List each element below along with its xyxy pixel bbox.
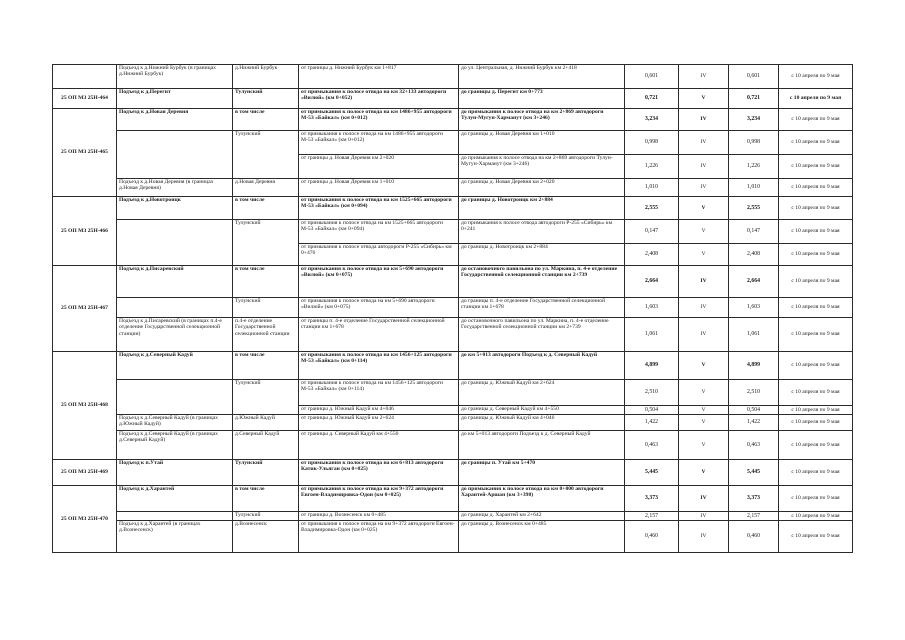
length-cell: 1,010 xyxy=(625,179,679,197)
length-cell: 1,603 xyxy=(625,298,679,318)
length-cell: 5,445 xyxy=(625,460,679,486)
length-cell: 2,510 xyxy=(625,380,679,406)
road-name-cell: Подъезд к д.Новотроицк xyxy=(117,197,233,220)
district-cell: Тулунский xyxy=(233,131,299,179)
table-row xyxy=(53,380,853,406)
restricted-length-cell: 1,226 xyxy=(729,155,779,179)
start-point-cell: от границы д. Северный Кадуй км 4+550 xyxy=(299,431,459,460)
district-cell: д.Вознесенск xyxy=(233,521,299,553)
period-cell: с 10 апреля по 9 мая xyxy=(779,131,853,155)
start-point-cell: от границы д. Вознесенск км 0+485 xyxy=(299,512,459,521)
start-point-cell: от границы д. Новая Деревня км 2+020 xyxy=(299,155,459,179)
district-cell: д.Северный Кадуй xyxy=(233,431,299,460)
period-cell: с 10 апреля по 9 мая xyxy=(779,89,853,109)
end-point-cell: до границы п. Утай км 5+470 xyxy=(459,460,625,486)
start-point-cell: от границы д. Нижний Бурбук км 1+817 xyxy=(299,65,459,89)
restricted-length-cell: 4,899 xyxy=(729,352,779,380)
table-row xyxy=(53,89,853,109)
road-name-cell: Подъезд к д.Северный Кадуй (в границах д.Южный Кадуй) xyxy=(117,415,233,431)
period-cell: с 10 апреля по 9 мая xyxy=(779,220,853,244)
period-cell: с 10 апреля по 9 мая xyxy=(779,521,853,553)
district-cell: в том числе xyxy=(233,197,299,220)
start-point-cell: от примыкания к полосе отвода на км 1486+955 автодороги М-53 «Байкал» (км 0+012) xyxy=(299,109,459,131)
category-cell: V xyxy=(679,89,729,109)
period-cell: с 10 апреля по 9 мая xyxy=(779,318,853,352)
end-point-cell: до примыкания к полосе отвода на км 0+000 автодороги Харантей-Аршан (км 3+398) xyxy=(459,486,625,512)
road-name-cell: Подъезд к д.Нижний Бурбук (в границах д.Нижний Бурбук) xyxy=(117,65,233,89)
category-cell: V xyxy=(679,431,729,460)
start-point-cell: от границы п. 4-е отделение Государственной селекционной станции км 1+678 xyxy=(299,318,459,352)
length-cell: 0,147 xyxy=(625,220,679,244)
table-row xyxy=(53,197,853,220)
road-name-cell xyxy=(117,220,233,266)
district-cell: Тулунский xyxy=(233,220,299,266)
start-point-cell: от примыкания к полосе отвода на км 9+372 автодороги Евгоен-Владимировка-Одон (км 0+025) xyxy=(299,486,459,512)
end-point-cell: до примыкания к полосе отвода на км 2+869 автодороги Тулун-Мугун-Харманут (км 3+246) xyxy=(459,155,625,179)
table-row xyxy=(53,179,853,197)
end-point-cell: до остановочного павильона по ул. Маркина, п. 4-е отделение Государственной селекционной станции км 2+739 xyxy=(459,318,625,352)
restricted-length-cell: 2,157 xyxy=(729,512,779,521)
period-cell: с 10 апреля по 9 мая xyxy=(779,266,853,298)
table-row xyxy=(53,298,853,318)
district-cell: в том числе xyxy=(233,486,299,512)
road-name-cell: Подъезд к д.Новая Деревня xyxy=(117,109,233,131)
length-cell: 1,422 xyxy=(625,415,679,431)
end-point-cell: до границы д. Южный Кадуй км 2+624 xyxy=(459,380,625,406)
period-cell: с 10 апреля по 9 мая xyxy=(779,244,853,266)
district-cell: Тулунский xyxy=(233,512,299,521)
period-cell: с 10 апреля по 9 мая xyxy=(779,298,853,318)
district-cell: в том числе xyxy=(233,352,299,380)
end-point-cell: до границы д. Харантей км 2+642 xyxy=(459,512,625,521)
restricted-length-cell: 0,721 xyxy=(729,89,779,109)
restricted-length-cell: 0,601 xyxy=(729,65,779,89)
road-name-cell: Подъезд к д.Харантей (в границах д.Вознесенск) xyxy=(117,521,233,553)
start-point-cell: от границы д. Новая Деревня км 1+010 xyxy=(299,179,459,197)
period-cell: с 10 апреля по 9 мая xyxy=(779,197,853,220)
restricted-length-cell: 0,504 xyxy=(729,406,779,415)
end-point-cell: до границы д. Вознесенск км 0+485 xyxy=(459,521,625,553)
period-cell: с 10 апреля по 9 мая xyxy=(779,486,853,512)
district-cell: Тулунский xyxy=(233,380,299,415)
restricted-length-cell: 1,061 xyxy=(729,318,779,352)
road-code-cell: 25 ОП МЗ 25Н-468 xyxy=(53,352,117,460)
start-point-cell: от примыкания к полосе отвода на км 6+813 автодороги Катик-Ульяган (км 0+025) xyxy=(299,460,459,486)
restricted-length-cell: 1,603 xyxy=(729,298,779,318)
end-point-cell: до км 5+013 автодороги Подъезд к д. Северный Кадуй xyxy=(459,352,625,380)
end-point-cell: до остановочного павильона по ул. Маркина, п. 4-е отделение Государственной селекционной станции км 2+739 xyxy=(459,266,625,298)
start-point-cell: от границы д. Южный Кадуй км 2+624 xyxy=(299,415,459,431)
table-row xyxy=(53,318,853,352)
category-cell: V xyxy=(679,220,729,244)
start-point-cell: от примыкания к полосе отвода на км 5+690 автодороги «Вилюй» (км 0+075) xyxy=(299,266,459,298)
document-page xyxy=(52,64,852,553)
category-cell: IV xyxy=(679,179,729,197)
table-row xyxy=(53,431,853,460)
length-cell: 1,061 xyxy=(625,318,679,352)
road-code-cell: 25 ОП МЗ 25Н-466 xyxy=(53,197,117,266)
period-cell: с 10 апреля по 9 мая xyxy=(779,415,853,431)
period-cell: с 10 апреля по 9 мая xyxy=(779,460,853,486)
restricted-length-cell: 3,373 xyxy=(729,486,779,512)
category-cell: V xyxy=(679,197,729,220)
end-point-cell: до границы д. Северный Кадуй км 4+550 xyxy=(459,406,625,415)
road-code-cell: 25 ОП МЗ 25Н-469 xyxy=(53,460,117,486)
restricted-length-cell: 5,445 xyxy=(729,460,779,486)
end-point-cell: до км 5+013 автодороги Подъезд к д. Северный Кадуй xyxy=(459,431,625,460)
start-point-cell: от примыкания к полосе отвода на км 32+133 автодороги «Вилюй» (км 0+052) xyxy=(299,89,459,109)
district-cell: д.Нижний Бурбук xyxy=(233,65,299,89)
category-cell: IV xyxy=(679,109,729,131)
road-name-cell: Подъезд к д.Северный Кадуй xyxy=(117,352,233,380)
length-cell: 2,664 xyxy=(625,266,679,298)
category-cell: IV xyxy=(679,512,729,521)
end-point-cell: до границы д. Новотроицк км 2+884 xyxy=(459,244,625,266)
start-point-cell: от примыкания к полосе отвода на км 5+690 автодороги «Вилюй» (км 0+075) xyxy=(299,298,459,318)
road-name-cell: Подъезд к д.Перегит xyxy=(117,89,233,109)
category-cell: IV xyxy=(679,131,729,155)
district-cell: Тулунский xyxy=(233,298,299,318)
start-point-cell: от границы д. Южный Кадуй км 4+046 xyxy=(299,406,459,415)
period-cell: с 10 апреля по 9 мая xyxy=(779,512,853,521)
district-cell: Тулунский xyxy=(233,89,299,109)
start-point-cell: от примыкания к полосе отвода на км 1486+955 автодороги М-53 «Байкал» (км 0+012) xyxy=(299,131,459,155)
table-row xyxy=(53,486,853,512)
road-code-cell: 25 ОП МЗ 25Н-467 xyxy=(53,266,117,352)
length-cell: 0,721 xyxy=(625,89,679,109)
table-row xyxy=(53,460,853,486)
length-cell: 0,504 xyxy=(625,406,679,415)
table-row xyxy=(53,352,853,380)
period-cell: с 10 апреля по 9 мая xyxy=(779,406,853,415)
table-row xyxy=(53,415,853,431)
period-cell: с 10 апреля по 9 мая xyxy=(779,109,853,131)
table-row xyxy=(53,512,853,521)
start-point-cell: от примыкания к полосе отвода на км 1525+665 автодороги М-53 «Байкал» (км 0+094) xyxy=(299,220,459,244)
district-cell: д.Новая Деревня xyxy=(233,179,299,197)
category-cell: IV xyxy=(679,155,729,179)
table-row xyxy=(53,521,853,553)
restricted-length-cell: 2,555 xyxy=(729,197,779,220)
category-cell: V xyxy=(679,244,729,266)
restricted-length-cell: 3,234 xyxy=(729,109,779,131)
road-name-cell xyxy=(117,131,233,179)
end-point-cell: до границы п. 4-е отделение Государственной селекционной станции км 1+678 xyxy=(459,298,625,318)
end-point-cell: до границы д. Новая Деревня км 2+020 xyxy=(459,179,625,197)
road-name-cell: Подъезд к д.Писаревский xyxy=(117,266,233,298)
length-cell: 2,408 xyxy=(625,244,679,266)
length-cell: 0,460 xyxy=(625,521,679,553)
road-name-cell: Подъезд к д.Северный Кадуй (в границах д.Северный Кадуй) xyxy=(117,431,233,460)
road-name-cell: Подъезд к д.Писаревский (в границах п.4-е отделение Государственной селекционной станции) xyxy=(117,318,233,352)
road-code-cell: 25 ОП МЗ 25Н-470 xyxy=(53,486,117,553)
table-row xyxy=(53,109,853,131)
length-cell: 0,998 xyxy=(625,131,679,155)
period-cell: с 10 апреля по 9 мая xyxy=(779,352,853,380)
category-cell: IV xyxy=(679,318,729,352)
length-cell: 3,234 xyxy=(625,109,679,131)
start-point-cell: от примыкания к полосе отвода автодороги Р-255 «Сибирь» км 0+476 xyxy=(299,244,459,266)
category-cell: V xyxy=(679,352,729,380)
road-name-cell xyxy=(117,298,233,318)
restricted-length-cell: 0,147 xyxy=(729,220,779,244)
length-cell: 0,463 xyxy=(625,431,679,460)
period-cell: с 10 апреля по 9 мая xyxy=(779,65,853,89)
restricted-length-cell: 1,422 xyxy=(729,415,779,431)
restricted-length-cell: 1,010 xyxy=(729,179,779,197)
end-point-cell: до примыкания к полосе отвода автодороги Р-255 «Сибирь» км 0+241 xyxy=(459,220,625,244)
end-point-cell: до границы д. Новая Деревня км 1+010 xyxy=(459,131,625,155)
category-cell: V xyxy=(679,380,729,406)
restricted-length-cell: 2,664 xyxy=(729,266,779,298)
road-code-cell: 25 ОП МЗ 25Н-464 xyxy=(53,89,117,109)
start-point-cell: от примыкания к полосе отвода на км 1456+125 автодороги М-53 «Байкал» (км 0+114) xyxy=(299,380,459,406)
end-point-cell: до примыкания к полосе отвода на км 2+869 автодороги Тулун-Мугун-Харманут (км 3+246) xyxy=(459,109,625,131)
end-point-cell: до ул. Центральная, д. Нижний Бурбук км 2+418 xyxy=(459,65,625,89)
period-cell: с 10 апреля по 9 мая xyxy=(779,380,853,406)
road-name-cell: Подъезд к д.Новая Деревня (в границах д.Новая Деревня) xyxy=(117,179,233,197)
district-cell: д.Южный Кадуй xyxy=(233,415,299,431)
table-row xyxy=(53,220,853,244)
road-name-cell xyxy=(117,512,233,521)
start-point-cell: от примыкания к полосе отвода на км 1456+125 автодороги М-53 «Байкал» (км 0+114) xyxy=(299,352,459,380)
end-point-cell: до границы д. Южный Кадуй км 4+046 xyxy=(459,415,625,431)
period-cell: с 10 апреля по 9 мая xyxy=(779,431,853,460)
category-cell: IV xyxy=(679,266,729,298)
district-cell: Тулунский xyxy=(233,460,299,486)
category-cell: IV xyxy=(679,521,729,553)
district-cell: в том числе xyxy=(233,109,299,131)
end-point-cell: до границы д. Новотроицк км 2+884 xyxy=(459,197,625,220)
table-row xyxy=(53,65,853,89)
length-cell: 0,601 xyxy=(625,65,679,89)
category-cell: V xyxy=(679,406,729,415)
road-name-cell: Подъезд к д.Харантей xyxy=(117,486,233,512)
period-cell: с 10 апреля по 9 мая xyxy=(779,155,853,179)
restricted-length-cell: 2,510 xyxy=(729,380,779,406)
length-cell: 1,226 xyxy=(625,155,679,179)
category-cell: V xyxy=(679,460,729,486)
road-code-cell: 25 ОП МЗ 25Н-465 xyxy=(53,109,117,197)
restricted-length-cell: 0,460 xyxy=(729,521,779,553)
start-point-cell: от примыкания к полосе отвода на км 9+372 автодороги Евгоен-Владимировка-Одон (км 0+025) xyxy=(299,521,459,553)
category-cell: V xyxy=(679,415,729,431)
restricted-length-cell: 0,463 xyxy=(729,431,779,460)
table-row xyxy=(53,131,853,155)
start-point-cell: от примыкания к полосе отвода на км 1525+665 автодороги М-53 «Байкал» (км 0+094) xyxy=(299,197,459,220)
category-cell: IV xyxy=(679,65,729,89)
road-name-cell xyxy=(117,380,233,415)
end-point-cell: до границы д. Перегит км 0+773 xyxy=(459,89,625,109)
period-cell: с 10 апреля по 9 мая xyxy=(779,179,853,197)
district-cell: п.4-е отделение Государственной селекционной станции xyxy=(233,318,299,352)
length-cell: 2,157 xyxy=(625,512,679,521)
length-cell: 4,899 xyxy=(625,352,679,380)
category-cell: IV xyxy=(679,298,729,318)
road-name-cell: Подъезд к п.Утай xyxy=(117,460,233,486)
restricted-length-cell: 0,998 xyxy=(729,131,779,155)
district-cell: в том числе xyxy=(233,266,299,298)
road-restrictions-table xyxy=(52,64,853,553)
road-code-cell xyxy=(53,65,117,89)
length-cell: 2,555 xyxy=(625,197,679,220)
category-cell: IV xyxy=(679,486,729,512)
length-cell: 3,373 xyxy=(625,486,679,512)
table-row xyxy=(53,266,853,298)
restricted-length-cell: 2,408 xyxy=(729,244,779,266)
